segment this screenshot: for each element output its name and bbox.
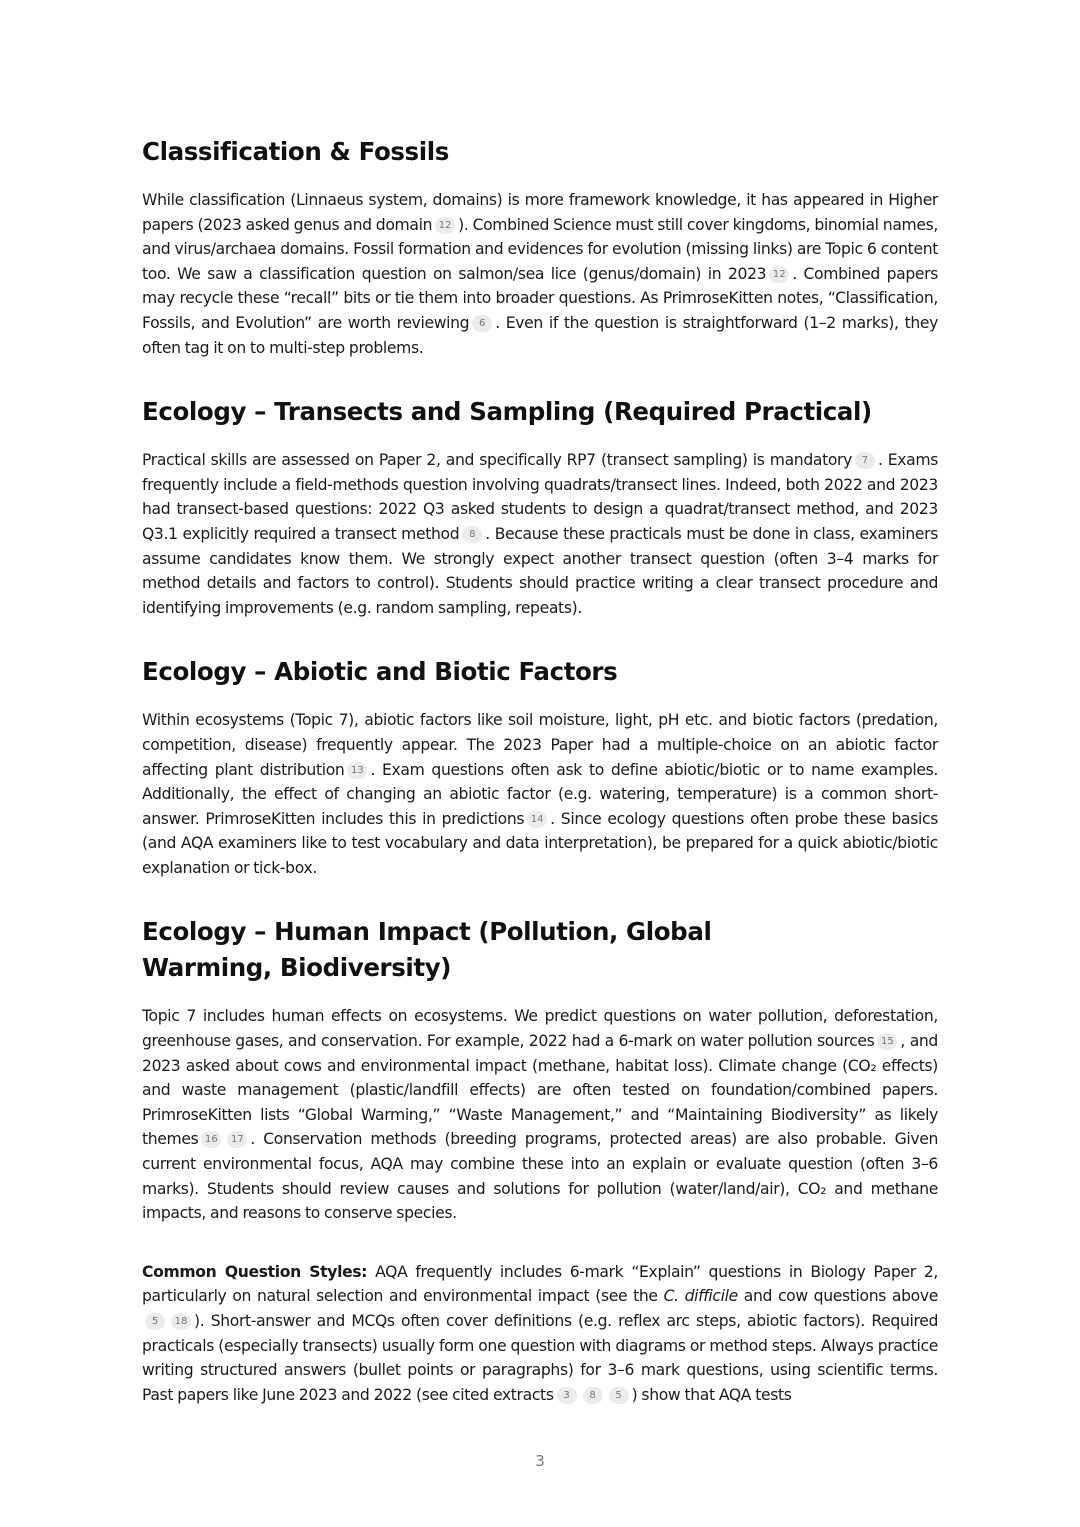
citation-badge[interactable]: 17 <box>227 1131 247 1148</box>
section-abiotic-biotic <box>142 654 938 880</box>
citation-badge[interactable]: 13 <box>347 762 367 779</box>
section-common-question-styles <box>142 1260 938 1408</box>
section-classification-fossils <box>142 134 938 360</box>
section-paragraph: Within ecosystems (Topic 7), abiotic factors like soil moisture, light, pH etc. and biotic factors (predation, competition, disease) frequently appear. The 2023 Paper had a multiple-choice on an abiotic factor affecting plant distribution 13 . Exam questions often ask to define abiotic/biotic or to name examples. Additionally, the effect of changing an abiotic factor (e.g. watering, temperature) is a common short-answer. PrimroseKitten includes this in predictions 14 . Since ecology questions often probe these basics (and AQA examiners like to test vocabulary and data interpretation), be prepared for a quick abiotic/biotic explanation or tick-box. <box>142 711 938 877</box>
citation-badge[interactable]: 12 <box>435 217 455 234</box>
common-styles-text: AQA frequently includes 6-mark “Explain” questions in Biology Paper 2, particularly on natural selection and environmental impact (see the C. difficile and cow questions above 5 18 ). Short-answer and MCQs often cover definitions (e.g. reflex arc steps, abiotic factors). Required practicals (especially transects) usually form one question with diagrams or method steps. Always practice writing structured answers (bullet points or paragraphs) for 3–6 mark questions, using scientific terms. Past papers like June 2023 and 2022 (see cited extracts 3 8 5 ) show that AQA tests <box>142 1262 939 1404</box>
document-page <box>142 130 938 1441</box>
section-heading: Ecology – Human Impact (Pollution, Global Warming, Biodiversity) <box>142 917 712 983</box>
citation-badge[interactable]: 14 <box>527 811 547 828</box>
citation-badge[interactable]: 5 <box>609 1387 629 1404</box>
section-paragraph: Practical skills are assessed on Paper 2, and specifically RP7 (transect sampling) is mandatory 7 . Exams frequently include a field-methods question involving quadrats/transect lines. Indeed, both 2022 and 2023 had transect-based questions: 2022 Q3 asked students to design a quadrat/transect method, and 2023 Q3.1 explicitly required a transect method 8 . Because these practicals must be done in class, examiners assume candidates know them. We strongly expect another transect question (often 3–4 marks for method details and factors to control). Students should practice writing a clear transect procedure and identifying improvements (e.g. random sampling, repeats). <box>142 451 938 617</box>
citation-badge[interactable]: 7 <box>855 452 875 469</box>
section-paragraph: Topic 7 includes human effects on ecosystems. We predict questions on water pollution, deforestation, greenhouse gases, and conservation. For example, 2022 had a 6-mark on water pollution sources 15 , and 2023 asked about cows and environmental impact (methane, habitat loss). Climate change (CO₂ effects) and waste management (plastic/landfill effects) are often tested on foundation/combined papers. PrimroseKitten lists “Global Warming,” “Waste Management,” and “Maintaining Biodiversity” as likely themes 16 17 . Conservation methods (breeding programs, protected areas) are also probable. Given current environmental focus, AQA may combine these into an explain or evaluate question (often 3–6 marks). Students should review causes and solutions for pollution (water/land/air), CO₂ and methane impacts, and reasons to conserve species. <box>142 1007 938 1223</box>
citation-badge[interactable]: 3 <box>557 1387 577 1404</box>
section-heading: Ecology – Abiotic and Biotic Factors <box>142 657 618 687</box>
section-paragraph: While classification (Linnaeus system, domains) is more framework knowledge, it has appeared in Higher papers (2023 asked genus and domain 12 ). Combined Science must still cover kingdoms, binomial names, and virus/archaea domains. Fossil formation and evidences for evolution (missing links) are Topic 6 content too. We saw a classification question on salmon/sea lice (genus/domain) in 2023 12 . Combined papers may recycle these “recall” bits or tie them into broader questions. As PrimroseKitten notes, “Classification, Fossils, and Evolution” are worth reviewing 6 . Even if the question is straightforward (1–2 marks), they often tag it on to multi-step problems. <box>142 191 938 357</box>
section-human-impact <box>142 914 938 1225</box>
section-heading: Ecology – Transects and Sampling (Required Practical) <box>142 397 872 427</box>
citation-badge[interactable]: 12 <box>769 266 789 283</box>
section-transects-sampling <box>142 394 938 620</box>
citation-badge[interactable]: 5 <box>145 1313 165 1330</box>
citation-badge[interactable]: 16 <box>201 1131 221 1148</box>
citation-badge[interactable]: 8 <box>583 1387 603 1404</box>
section-heading: Classification & Fossils <box>142 137 449 166</box>
common-styles-label: Common Question Styles: <box>142 1262 368 1281</box>
citation-badge[interactable]: 18 <box>171 1313 191 1330</box>
citation-badge[interactable]: 15 <box>877 1033 897 1050</box>
page-number: 3 <box>535 1452 545 1470</box>
common-styles-paragraph <box>142 1260 938 1408</box>
italic-term: C. difficile <box>663 1287 738 1306</box>
citation-badge[interactable]: 8 <box>462 526 482 543</box>
citation-badge[interactable]: 6 <box>472 315 492 332</box>
